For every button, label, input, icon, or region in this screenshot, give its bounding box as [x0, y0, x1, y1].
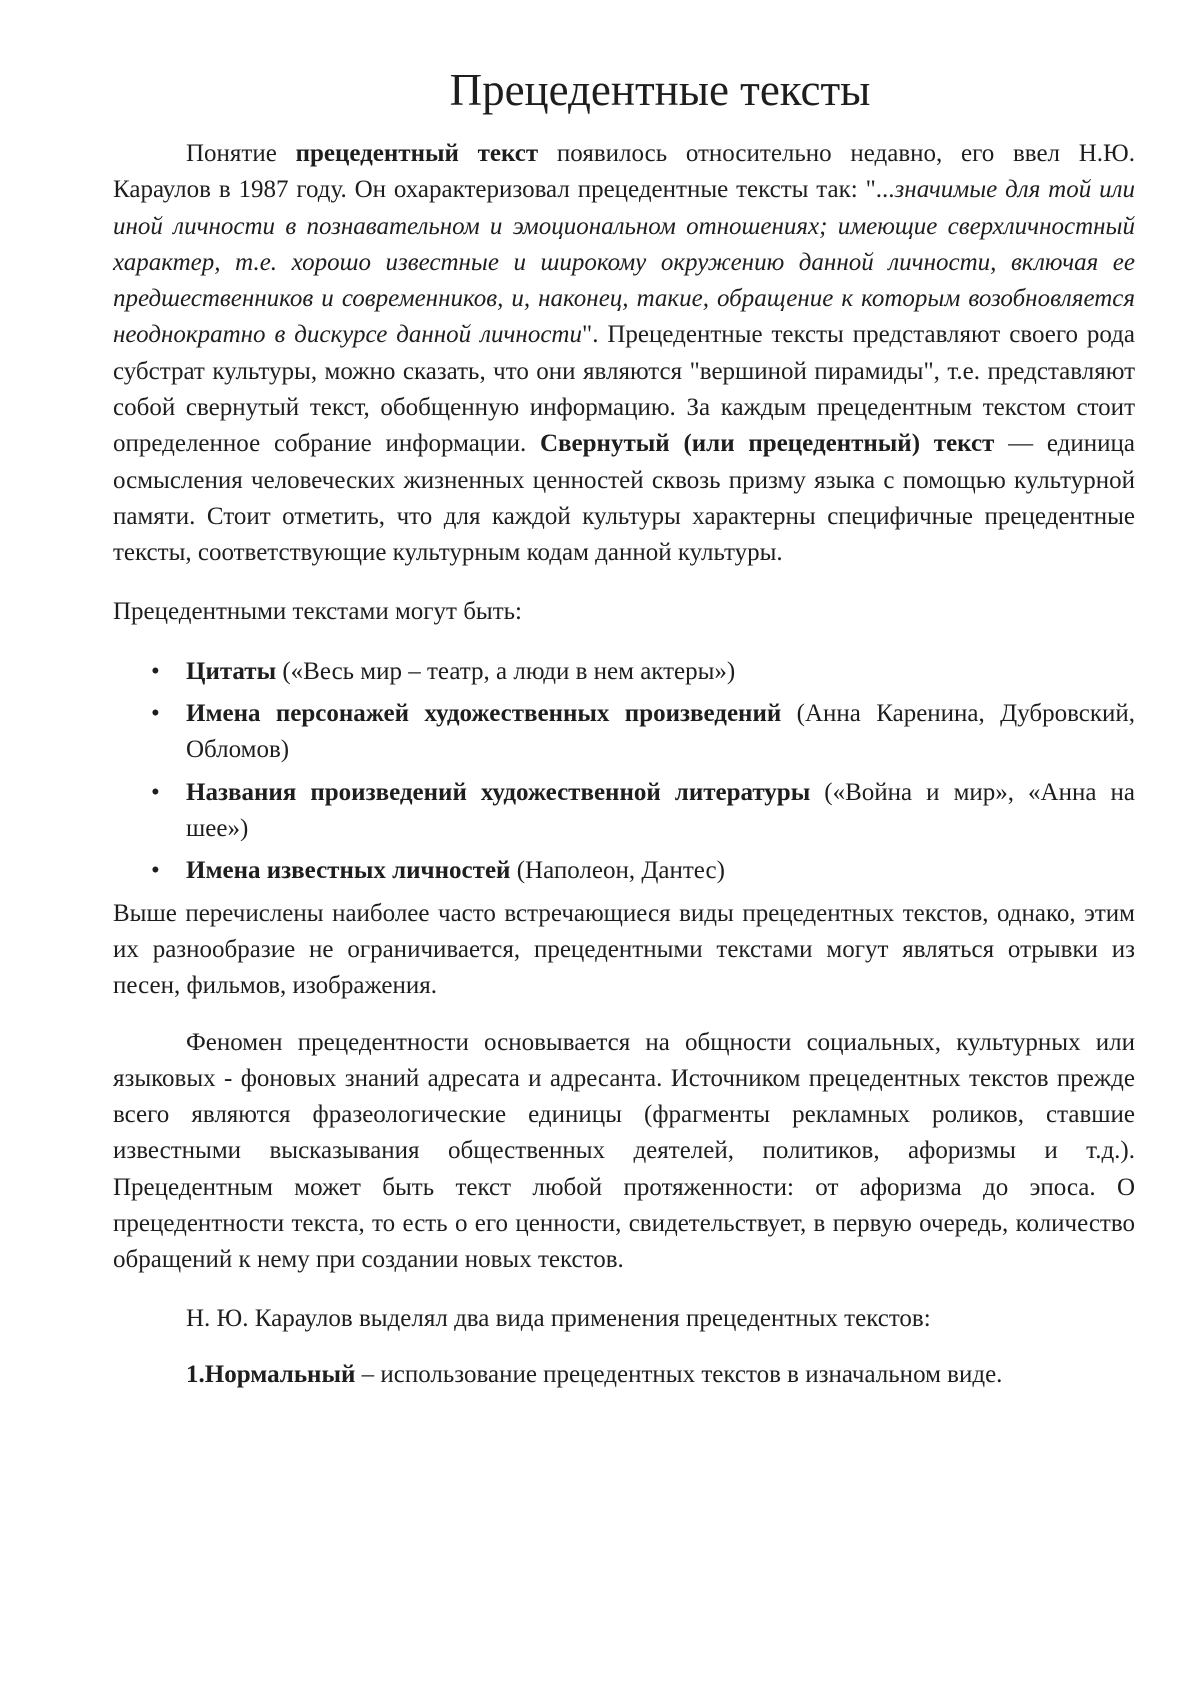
bullet-icon: •: [151, 857, 160, 885]
list-item-title: Имена известных личностей: [186, 857, 511, 885]
intro-paragraph: [113, 136, 1135, 572]
list-item: [113, 654, 1135, 690]
list-intro: Прецедентными текстами могут быть:: [113, 597, 522, 625]
term-folded-text: Свернутый (или прецедентный) текст: [540, 430, 995, 458]
list-item-examples: («Весь мир – театр, а люди в нем актеры»): [276, 657, 736, 685]
list-item-title: Названия произведений художественной литературы: [186, 778, 811, 806]
intro-text-1: Понятие: [186, 140, 296, 167]
bullet-icon: •: [151, 778, 160, 806]
intro-text-4: — единица осмысления человеческих жизненных ценностей сквозь призму языка с помощью культурной памяти. Стоит отметить, что для каждой культуры характерны специфичные прецедентные тексты, соответствующие культурным кодам данной культуры.: [113, 430, 1135, 567]
term-precedent-text: прецедентный текст: [295, 140, 539, 167]
normal-usage-title: 1.Нормальный: [186, 1360, 356, 1388]
normal-usage-item: [113, 1349, 1135, 1401]
list-item: [113, 696, 1135, 769]
intro-text-2: появилось относительно недавно, его ввел Н.Ю. Караулов в 1987 году. Он охарактеризовал прецедентные тексты так: "...: [113, 140, 1136, 204]
list-item-examples: («Война и мир», «Анна на шее»): [186, 778, 1135, 843]
list-item: [113, 853, 1135, 889]
document-body: [113, 136, 1135, 1401]
after-list-paragraph: Выше перечислены наиболее часто встречающиеся виды прецедентных текстов, однако, этим их разнообразие не ограничивается, прецедентными текстами могут являться отрывки из песен, фильмов, изображения.: [113, 899, 1135, 1000]
list-item: [113, 775, 1135, 848]
list-item-title: Цитаты: [186, 657, 277, 685]
list-item-examples: (Наполеон, Дантес): [510, 857, 725, 885]
bullet-icon: •: [151, 657, 160, 685]
intro-text-3: ". Прецедентные тексты представляют своего рода субстрат культуры, можно сказать, что они являются "вершиной пирамиды", т.е. представляют собой свернутый текст, обобщенную информацию. За каждым прецедентным текстом стоит определенное собрание информации.: [113, 321, 1136, 458]
list-item-title: Имена персонажей художественных произведений: [186, 700, 782, 728]
bullet-icon: •: [151, 700, 160, 728]
list-item-examples: (Анна Каренина, Дубровский, Обломов): [186, 700, 1135, 764]
karaulov-quote: значимые для той или иной личности в познавательном и эмоциональном отношениях; имеющие сверхличностный характер, т.е. хорошо известные и широкому окружению данной личности, включая ее предшественников и современников, и, наконец, такие, обращение к которым возобновляется неоднократно в дискурсе данной личности: [113, 176, 1135, 349]
precedent-types-list: [113, 654, 1135, 890]
page-title: Прецедентные тексты: [449, 65, 871, 115]
normal-usage-text: – использование прецедентных текстов в изначальном виде.: [355, 1360, 1003, 1388]
phenomenon-paragraph: Феномен прецедентности основывается на общности социальных, культурных или языковых - фоновых знаний адресата и адресанта. Источником прецедентных текстов прежде всего являются фразеологические единицы (фрагменты рекламных роликов, ставшие известными высказывания общественных деятелей, политиков, афоризмы и т.д.). Прецедентным может быть текст любой протяженности: от афоризма до эпоса. О прецедентности текста, то есть о его ценности, свидетельствует, в первую очередь, количество обращений к нему при создании новых текстов.: [113, 1028, 1135, 1274]
karaulov-paragraph: Н. Ю. Караулов выделял два вида применения прецедентных текстов:: [186, 1304, 931, 1332]
